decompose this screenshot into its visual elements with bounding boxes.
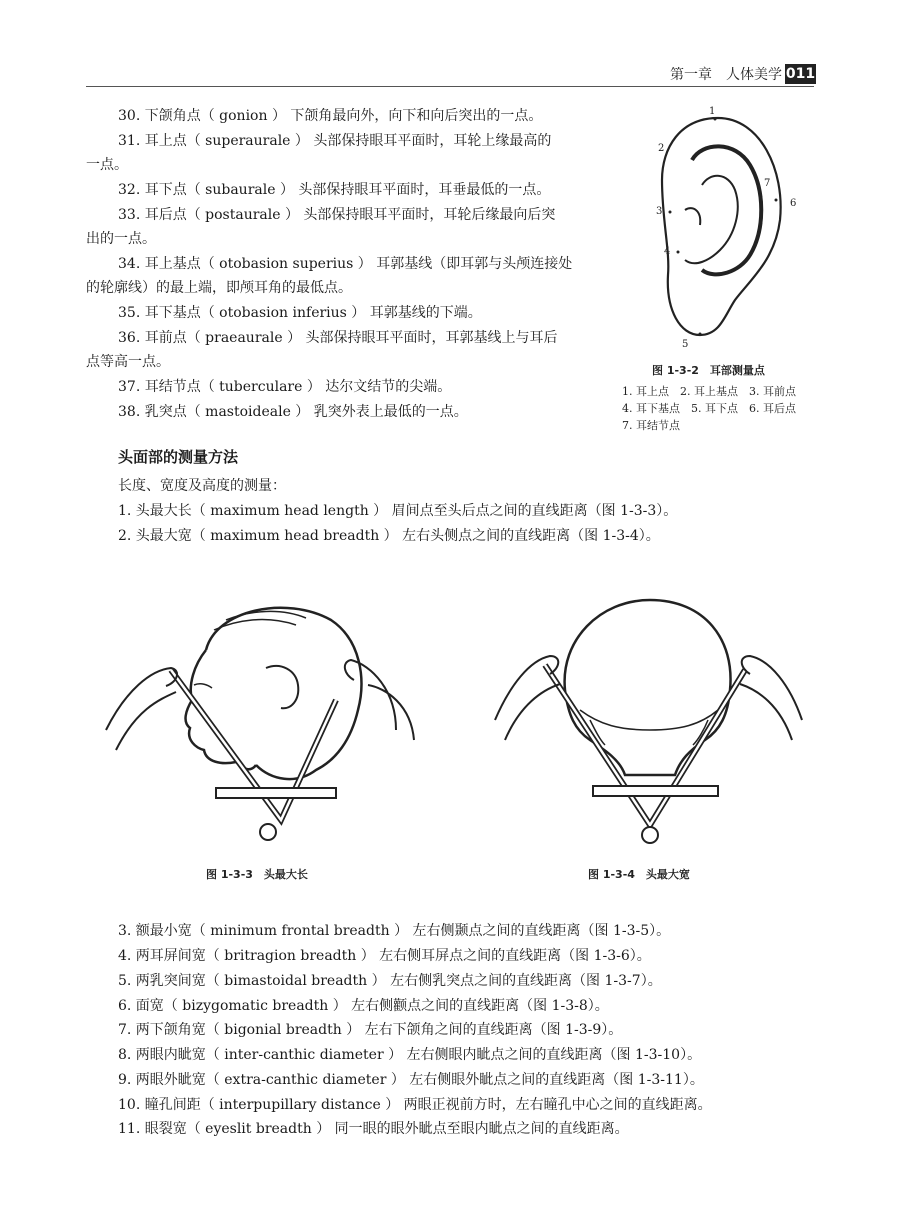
item-8: 8. 两眼内眦宽（ inter-canthic diameter ） 左右侧眼内眦点之间的直线距离（图 1-3-10）。 (118, 1047, 702, 1063)
ear-number-1: 1 (709, 106, 716, 117)
point-31-cont: 一点。 (86, 157, 128, 173)
page-number: 011 (785, 66, 816, 82)
ear-number-6: 6 (790, 198, 797, 209)
point-38: 38. 乳突点（ mastoideale ） 乳突外表上最低的一点。 (118, 404, 468, 420)
point-31: 31. 耳上点（ superaurale ） 头部保持眼耳平面时，耳轮上缘最高的 (118, 133, 552, 149)
point-35: 35. 耳下基点（ otobasion inferius ） 耳郭基线的下端。 (118, 305, 482, 321)
item-5: 5. 两乳突间宽（ bimastoidal breadth ） 左右侧乳突点之间的直线距离（图 1-3-7）。 (118, 973, 662, 989)
point-37: 37. 耳结节点（ tuberculare ） 达尔文结节的尖端。 (118, 379, 452, 395)
point-34: 34. 耳上基点（ otobasion superius ） 耳郭基线（即耳郭与头颅连接处 (118, 256, 573, 272)
item-3: 3. 额最小宽（ minimum frontal breadth ） 左右侧颞点之间的直线距离（图 1-3-5）。 (118, 923, 671, 939)
point-33-cont: 出的一点。 (86, 231, 156, 247)
item-2: 2. 头最大宽（ maximum head breadth ） 左右头侧点之间的直线距离（图 1-3-4）。 (118, 528, 660, 544)
ear-number-7: 7 (764, 178, 771, 189)
head-breadth-illustration (490, 590, 810, 860)
item-11: 11. 眼裂宽（ eyeslit breadth ） 同一眼的眼外眦点至眼内眦点之间的直线距离。 (118, 1121, 629, 1137)
ear-number-2: 2 (658, 143, 665, 154)
point-30: 30. 下颌角点（ gonion ） 下颌角最向外，向下和向后突出的一点。 (118, 108, 543, 124)
ear-number-4: 4 (664, 246, 671, 257)
item-7: 7. 两下颌角宽（ bigonial breadth ） 左右下颌角之间的直线距离（图 1-3-9）。 (118, 1022, 623, 1038)
item-10: 10. 瞳孔间距（ interpupillary distance ） 两眼正视前方时，左右瞳孔中心之间的直线距离。 (118, 1097, 712, 1113)
section-intro: 长度、宽度及高度的测量： (118, 478, 286, 494)
head-length-illustration (96, 590, 436, 860)
figure-1-3-4-caption: 图 1-3-4 头最大宽 (588, 868, 690, 881)
point-34-cont: 的轮廓线）的最上端，即颅耳角的最低点。 (86, 280, 352, 296)
ear-illustration (640, 110, 810, 350)
item-1: 1. 头最大长（ maximum head length ） 眉间点至头后点之间的直线距离（图 1-3-3）。 (118, 503, 678, 519)
figure-1-3-3-caption: 图 1-3-3 头最大长 (206, 868, 308, 881)
ear-legend-line: 7. 耳结节点 (622, 419, 680, 432)
section-heading: 头面部的测量方法 (118, 448, 239, 466)
item-4: 4. 两耳屏间宽（ britragion breadth ） 左右侧耳屏点之间的直线距离（图 1-3-6）。 (118, 948, 651, 964)
header-divider (86, 86, 814, 87)
ear-legend-line: 4. 耳下基点 5. 耳下点 6. 耳后点 (622, 402, 796, 415)
point-36-cont: 点等高一点。 (86, 354, 170, 370)
chapter-title: 第一章 人体美学 (670, 67, 782, 83)
item-6: 6. 面宽（ bizygomatic breadth ） 左右侧颧点之间的直线距离（图 1-3-8）。 (118, 998, 609, 1014)
ear-legend-line: 1. 耳上点 2. 耳上基点 3. 耳前点 (622, 385, 796, 398)
point-36: 36. 耳前点（ praeaurale ） 头部保持眼耳平面时，耳郭基线上与耳后 (118, 330, 558, 346)
ear-figure-caption: 图 1-3-2 耳部测量点 (652, 364, 765, 377)
ear-number-3: 3 (656, 206, 663, 217)
point-32: 32. 耳下点（ subaurale ） 头部保持眼耳平面时，耳垂最低的一点。 (118, 182, 551, 198)
ear-number-5: 5 (682, 339, 689, 350)
item-9: 9. 两眼外眦宽（ extra-canthic diameter ） 左右侧眼外眦点之间的直线距离（图 1-3-11）。 (118, 1072, 704, 1088)
point-33: 33. 耳后点（ postaurale ） 头部保持眼耳平面时，耳轮后缘最向后突 (118, 207, 556, 223)
